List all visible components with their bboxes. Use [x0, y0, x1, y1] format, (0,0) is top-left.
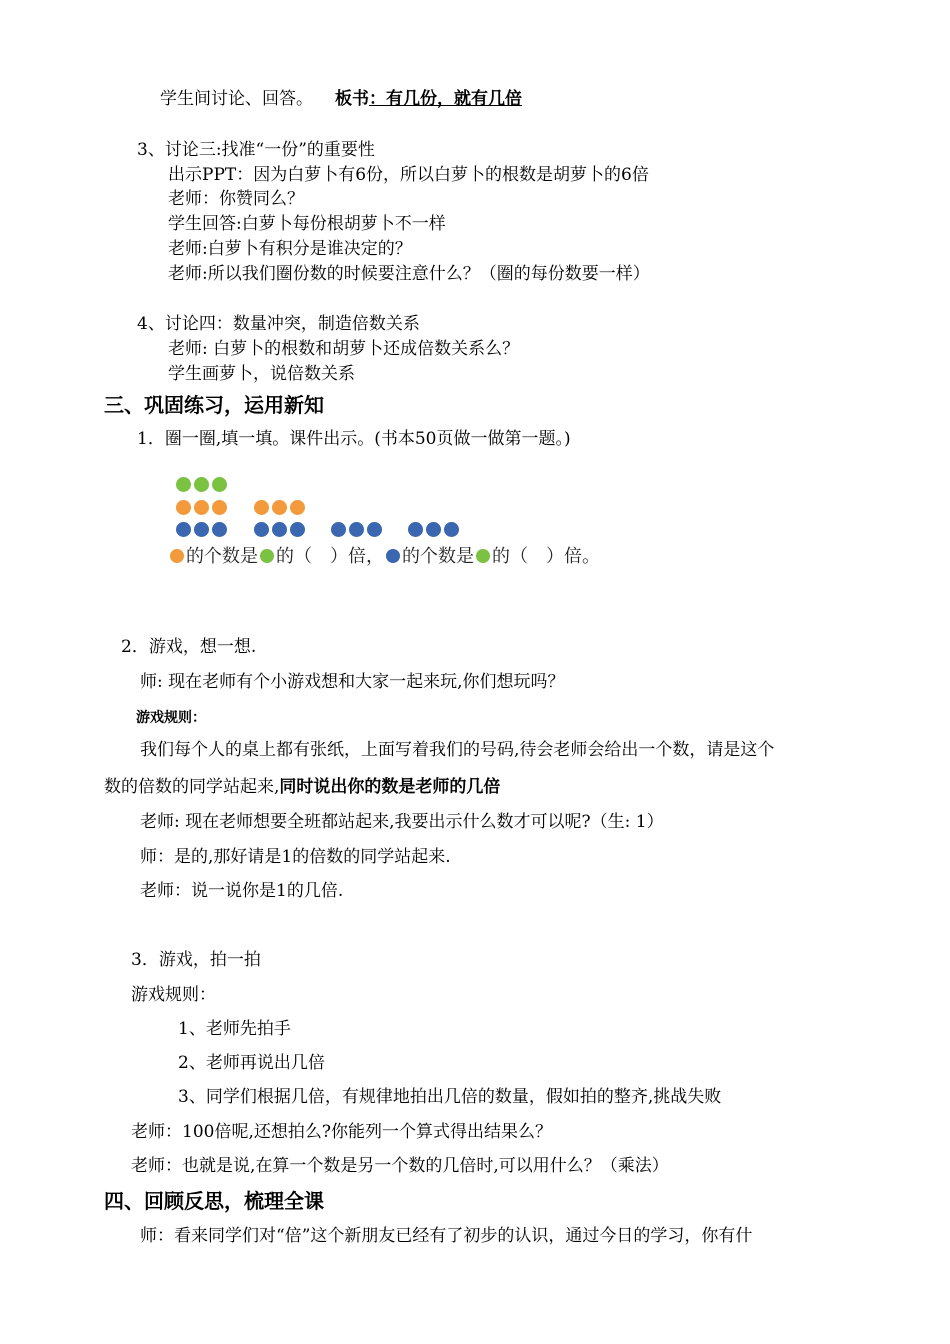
section-heading-4: 四、回顾反思，梳理全课 — [104, 1189, 324, 1213]
blue-dot — [272, 522, 287, 537]
ppt-line: 出示PPT：因为白萝卜有6份，所以白萝卜的根数是胡萝卜的6倍 — [168, 165, 649, 185]
rules-paragraph-line: 我们每个人的桌上都有张纸，上面写着我们的号码,待会老师会给出一个数，请是这个 — [140, 740, 775, 760]
orange-dot — [272, 500, 287, 515]
rule-item: 1、老师先拍手 — [178, 1019, 291, 1039]
blue-dot — [331, 522, 346, 537]
exercise-one-line: 1．圈一圈,填一填。课件出示。(书本50页做一做第一题。) — [137, 429, 571, 449]
teacher-line: 师：看来同学们对“倍”这个新朋友已经有了初步的认识，通过今日的学习，你有什 — [140, 1226, 753, 1246]
teacher-line: 老师: 现在老师想要全班都站起来,我要出示什么数才可以呢?（生: 1） — [140, 812, 664, 832]
board-label: 板书 — [335, 89, 369, 109]
game-one-title: 2．游戏，想一想. — [121, 637, 257, 657]
line-discussion-answer: 学生间讨论、回答。 板书：有几份，就有几倍 — [160, 89, 522, 109]
blue-dot — [426, 522, 441, 537]
green-dot — [212, 477, 227, 492]
teacher-line: 师：是的,那好请是1的倍数的同学站起来. — [140, 847, 451, 867]
blue-dot — [176, 522, 191, 537]
dot-figure — [168, 470, 668, 580]
teacher-line: 老师：说一说你是1的几倍. — [140, 881, 344, 901]
teacher-line: 老师：也就是说,在算一个数是另一个数的几倍时,可以用什么？（乘法） — [131, 1156, 669, 1176]
orange-dot — [194, 500, 209, 515]
green-dot-icon — [476, 549, 490, 563]
blue-dot — [194, 522, 209, 537]
green-dot — [176, 477, 191, 492]
section-heading-3: 三、巩固练习，运用新知 — [104, 393, 324, 417]
orange-dot — [176, 500, 191, 515]
board-text: ：有几份，就有几倍 — [369, 89, 522, 109]
blue-dot — [367, 522, 382, 537]
game-rules-label: 游戏规则： — [136, 710, 206, 726]
student-line: 学生画萝卜，说倍数关系 — [168, 364, 355, 384]
teacher-line: 老师:所以我们圈份数的时候要注意什么？（圈的每份数要一样） — [168, 264, 650, 284]
orange-dot — [254, 500, 269, 515]
teacher-line: 老师：你赞同么？ — [168, 189, 304, 209]
student-answer-line: 学生回答:白萝卜每份根胡萝卜不一样 — [168, 214, 446, 234]
teacher-line: 老师：100倍呢,还想拍么?你能列一个算式得出结果么？ — [131, 1122, 552, 1142]
blue-dot — [408, 522, 423, 537]
orange-dot — [290, 500, 305, 515]
rules-emphasis: 同时说出你的数是老师的几倍 — [279, 777, 501, 797]
blue-dot — [290, 522, 305, 537]
discussion-three-title: 3、讨论三:找准“一份”的重要性 — [137, 140, 375, 160]
green-dot-icon — [260, 549, 274, 563]
blue-dot — [349, 522, 364, 537]
teacher-line: 老师:白萝卜有积分是谁决定的？ — [168, 239, 412, 259]
rules-paragraph-line: 数的倍数的同学站起来,同时说出你的数是老师的几倍 — [104, 777, 501, 797]
orange-dot-icon — [170, 549, 184, 563]
blue-dot — [444, 522, 459, 537]
discussion-four-title: 4、讨论四：数量冲突，制造倍数关系 — [137, 314, 420, 334]
rule-item: 3、同学们根据几倍，有规律地拍出几倍的数量，假如拍的整齐,挑战失败 — [178, 1087, 722, 1107]
blue-dot-icon — [386, 549, 400, 563]
orange-dot — [212, 500, 227, 515]
game-rules-label: 游戏规则： — [131, 985, 216, 1005]
blue-dot — [254, 522, 269, 537]
rule-item: 2、老师再说出几倍 — [178, 1053, 325, 1073]
teacher-line: 老师: 白萝卜的根数和胡萝卜还成倍数关系么？ — [168, 339, 520, 359]
game-two-title: 3．游戏，拍一拍 — [131, 950, 261, 970]
green-dot — [194, 477, 209, 492]
figure-question: 的个数是 的（ ）倍， 的个数是 的（ ）倍。 — [168, 546, 600, 568]
blue-dot — [212, 522, 227, 537]
teacher-line: 师: 现在老师有个小游戏想和大家一起来玩,你们想玩吗？ — [140, 672, 565, 692]
